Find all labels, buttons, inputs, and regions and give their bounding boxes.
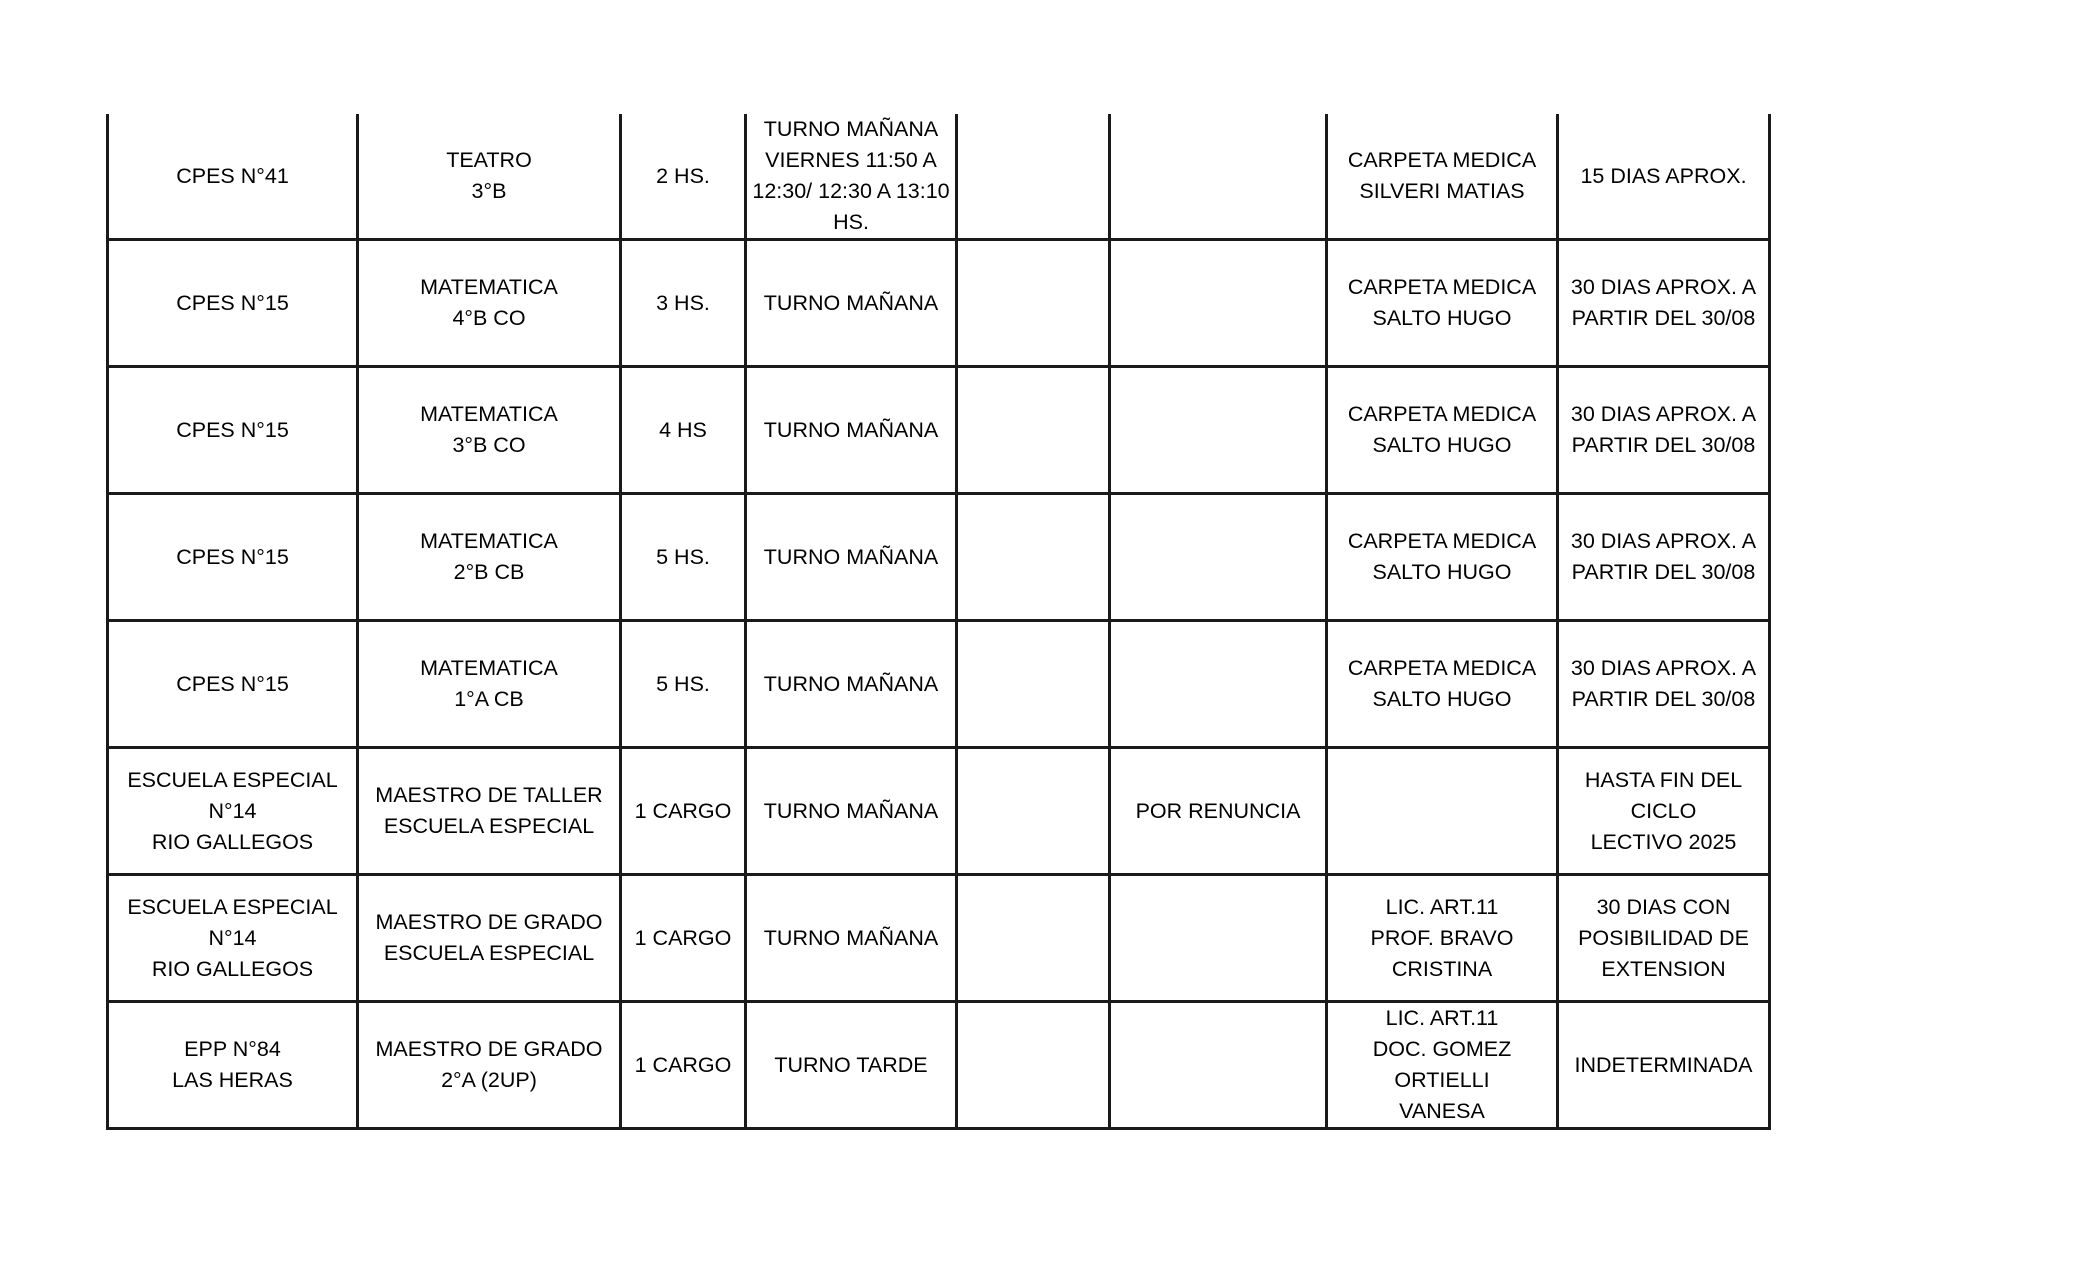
cell-subject: MAESTRO DE GRADO ESCUELA ESPECIAL	[358, 875, 621, 1002]
table-row	[108, 748, 1770, 875]
cell-shift: TURNO MAÑANA	[746, 240, 957, 367]
cell-hours: 1 CARGO	[621, 1002, 746, 1129]
cell-duration: 30 DIAS APROX. A PARTIR DEL 30/08	[1558, 494, 1770, 621]
table-row	[108, 114, 1770, 240]
cell-hours: 5 HS.	[621, 621, 746, 748]
cell-school: CPES N°15	[108, 621, 358, 748]
cell-reason	[1110, 1002, 1327, 1129]
cell-empty	[957, 367, 1110, 494]
table-row	[108, 1002, 1770, 1129]
cell-subject: MATEMATICA 2°B CB	[358, 494, 621, 621]
cell-duration: 30 DIAS CON POSIBILIDAD DE EXTENSION	[1558, 875, 1770, 1002]
cell-leave: CARPETA MEDICA SALTO HUGO	[1327, 240, 1558, 367]
cell-duration: 30 DIAS APROX. A PARTIR DEL 30/08	[1558, 367, 1770, 494]
cell-hours: 1 CARGO	[621, 748, 746, 875]
vacancy-table	[106, 114, 1771, 1130]
cell-shift: TURNO TARDE	[746, 1002, 957, 1129]
table-row	[108, 494, 1770, 621]
cell-subject: MAESTRO DE GRADO 2°A (2UP)	[358, 1002, 621, 1129]
cell-reason	[1110, 240, 1327, 367]
cell-school: CPES N°15	[108, 240, 358, 367]
cell-shift: TURNO MAÑANA	[746, 621, 957, 748]
cell-hours: 5 HS.	[621, 494, 746, 621]
cell-school: EPP N°84 LAS HERAS	[108, 1002, 358, 1129]
cell-school: CPES N°41	[108, 114, 358, 240]
table-row	[108, 875, 1770, 1002]
cell-leave: CARPETA MEDICA SALTO HUGO	[1327, 367, 1558, 494]
cell-leave: LIC. ART.11 PROF. BRAVO CRISTINA	[1327, 875, 1558, 1002]
cell-duration: INDETERMINADA	[1558, 1002, 1770, 1129]
cell-hours: 3 HS.	[621, 240, 746, 367]
cell-hours: 1 CARGO	[621, 875, 746, 1002]
cell-duration: 30 DIAS APROX. A PARTIR DEL 30/08	[1558, 240, 1770, 367]
cell-hours: 4 HS	[621, 367, 746, 494]
cell-duration: HASTA FIN DEL CICLO LECTIVO 2025	[1558, 748, 1770, 875]
table-row	[108, 240, 1770, 367]
cell-shift: TURNO MAÑANA	[746, 875, 957, 1002]
cell-school: ESCUELA ESPECIAL N°14 RIO GALLEGOS	[108, 748, 358, 875]
cell-duration: 15 DIAS APROX.	[1558, 114, 1770, 240]
cell-leave: CARPETA MEDICA SALTO HUGO	[1327, 621, 1558, 748]
table-row	[108, 621, 1770, 748]
cell-reason	[1110, 114, 1327, 240]
cell-shift: TURNO MAÑANA	[746, 494, 957, 621]
cell-subject: MATEMATICA 1°A CB	[358, 621, 621, 748]
cell-empty	[957, 114, 1110, 240]
cell-reason	[1110, 621, 1327, 748]
cell-subject: MATEMATICA 4°B CO	[358, 240, 621, 367]
cell-empty	[957, 875, 1110, 1002]
cell-leave	[1327, 748, 1558, 875]
cell-subject: TEATRO 3°B	[358, 114, 621, 240]
table-row	[108, 367, 1770, 494]
cell-shift: TURNO MAÑANA VIERNES 11:50 A 12:30/ 12:30 A 13:10 HS.	[746, 114, 957, 240]
cell-hours: 2 HS.	[621, 114, 746, 240]
cell-reason: POR RENUNCIA	[1110, 748, 1327, 875]
cell-duration: 30 DIAS APROX. A PARTIR DEL 30/08	[1558, 621, 1770, 748]
cell-empty	[957, 1002, 1110, 1129]
cell-empty	[957, 621, 1110, 748]
cell-empty	[957, 748, 1110, 875]
cell-leave: LIC. ART.11 DOC. GOMEZ ORTIELLI VANESA	[1327, 1002, 1558, 1129]
cell-reason	[1110, 367, 1327, 494]
cell-school: CPES N°15	[108, 494, 358, 621]
cell-leave: CARPETA MEDICA SALTO HUGO	[1327, 494, 1558, 621]
cell-subject: MATEMATICA 3°B CO	[358, 367, 621, 494]
cell-empty	[957, 240, 1110, 367]
table-body	[108, 114, 1770, 1129]
cell-shift: TURNO MAÑANA	[746, 367, 957, 494]
cell-leave: CARPETA MEDICA SILVERI MATIAS	[1327, 114, 1558, 240]
cell-empty	[957, 494, 1110, 621]
cell-shift: TURNO MAÑANA	[746, 748, 957, 875]
cell-reason	[1110, 875, 1327, 1002]
cell-school: CPES N°15	[108, 367, 358, 494]
cell-school: ESCUELA ESPECIAL N°14 RIO GALLEGOS	[108, 875, 358, 1002]
cell-reason	[1110, 494, 1327, 621]
cell-subject: MAESTRO DE TALLER ESCUELA ESPECIAL	[358, 748, 621, 875]
